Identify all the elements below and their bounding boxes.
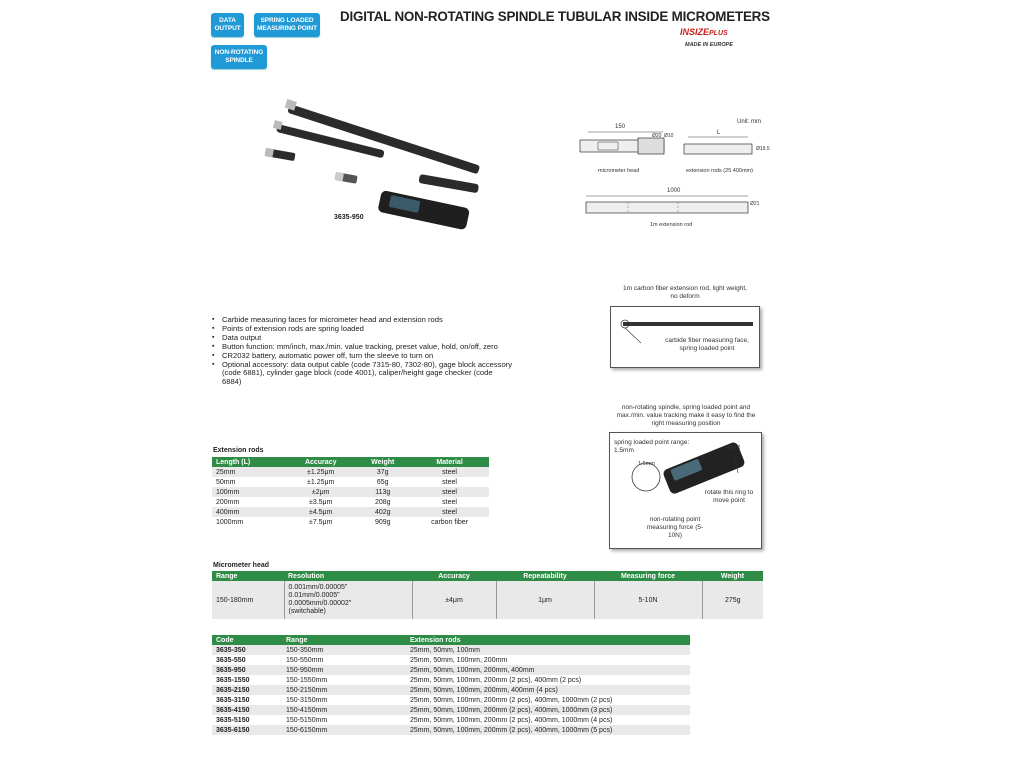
- col-force: Measuring force: [594, 571, 702, 581]
- dia-head: Ø20: [652, 133, 662, 139]
- badge-data-output: DATA OUTPUT: [211, 13, 244, 37]
- col-weight: Weight: [702, 571, 763, 581]
- callout2-nonrot: non-rotating point measuring force (5-10N): [646, 516, 704, 539]
- dim-l: L: [717, 130, 721, 136]
- table-row: 3635-550 150-550mm 25mm, 50mm, 100mm, 200mm: [216, 656, 508, 664]
- badge-spring-loaded: SPRING LOADED MEASURING POINT: [254, 13, 320, 37]
- callout2-point: point: [726, 444, 741, 451]
- feature-list: [212, 316, 512, 387]
- made-in-label: MADE IN EUROPE: [685, 42, 733, 48]
- callout2-rotate: rotate this ring to move point: [704, 489, 754, 504]
- product-photo: [260, 90, 500, 230]
- code-table: [212, 635, 690, 735]
- callout1-box: [610, 306, 760, 368]
- table-row: 25mm ±1.25μm 37g steel: [212, 467, 489, 477]
- head-label: Micrometer head: [213, 562, 270, 569]
- table-row: 3635-3150 150-3150mm 25mm, 50mm, 100mm, 200mm (2 pcs), 400mm, 1000mm (2 pcs): [216, 696, 613, 704]
- feature-item: ▪ Button function: mm/inch, max./min. value tracking, preset value, hold, on/off, zero: [212, 343, 512, 352]
- table-row: 3635-950 150-950mm 25mm, 50mm, 100mm, 200mm, 400mm: [212, 665, 690, 675]
- dia-head2: Ø10: [664, 133, 674, 139]
- brand-name: INSIZE: [680, 27, 710, 37]
- dia-1m: Ø21: [750, 201, 760, 207]
- callout2-range: 1.5mm: [638, 461, 655, 467]
- tiny-rod-image: [335, 172, 358, 184]
- label-1m-rod: 1m extension rod: [650, 222, 693, 228]
- rod-small-image: [418, 174, 479, 193]
- feature-item: ▪ Points of extension rods are spring loaded: [212, 325, 512, 334]
- col-range: Range: [212, 571, 284, 581]
- table-row: 3635-1550 150-1550mm 25mm, 50mm, 100mm, 200mm (2 pcs), 400mm (2 pcs): [216, 676, 582, 684]
- label-extension-rods: extension rods (25 400mm): [686, 168, 753, 174]
- col-material: Material: [410, 457, 489, 467]
- table-row: 3635-6150 150-6150mm 25mm, 50mm, 100mm, 200mm (2 pcs), 400mm, 1000mm (5 pcs): [212, 725, 690, 735]
- brand-logo: [680, 27, 728, 37]
- table-row: 1000mm ±7.5μm 909g carbon fiber: [216, 518, 469, 526]
- col-resolution: Resolution: [284, 571, 412, 581]
- table-row: 3635-5150 150-5150mm 25mm, 50mm, 100mm, 200mm (2 pcs), 400mm, 1000mm (4 pcs): [216, 716, 613, 724]
- table-row: 50mm ±1.25μm 65g steel: [216, 478, 457, 486]
- unit-label: Unit: mm: [737, 119, 761, 125]
- ext-rods-label: Extension rods: [213, 447, 264, 454]
- feature-item: ▪ Data output: [212, 334, 512, 343]
- callout2-box: [609, 432, 762, 549]
- short-rod-image: [265, 148, 296, 161]
- col-range: Range: [282, 635, 406, 645]
- label-micrometer-head: micrometer head: [598, 168, 640, 174]
- callout1-inner: carbide fiber measuring face, spring loaded point: [665, 337, 749, 352]
- feature-item: ▪ Carbide measuring faces for micrometer head and extension rods: [212, 316, 512, 325]
- feature-item: ▪ Optional accessory: data output cable (code 7315-80, 7302-80), gage block accessory (code 6881), cylinder gage block (code 4001), caliper/height gage checker (code 6884): [212, 361, 512, 388]
- table-row: 100mm ±2μm 113g steel: [212, 487, 489, 497]
- table-row: 400mm ±4.5μm 402g steel: [212, 507, 489, 517]
- badge-non-rotating: NON-ROTATING SPINDLE: [211, 45, 267, 69]
- table-row: 3635-2150 150-2150mm 25mm, 50mm, 100mm, 200mm, 400mm (4 pcs): [212, 685, 690, 695]
- feature-item: ▪ CR2032 battery, automatic power off, turn the sleeve to turn on: [212, 352, 512, 361]
- callout2-spring: spring loaded point range: 1.5mm: [614, 439, 690, 454]
- brand-suffix: PLUS: [709, 30, 728, 37]
- col-code: Code: [212, 635, 282, 645]
- ext-rods-table: [212, 457, 489, 527]
- col-accuracy: Accuracy: [412, 571, 496, 581]
- table-row: 150-180mm 0.001mm/0.00005" 0.01mm/0.0005" 0.0005mm/0.00002" (switchable) ±4μm 1μm 5-10N 275g: [212, 581, 763, 619]
- dia-rod: Ø19.5: [756, 146, 770, 152]
- head-table: [212, 571, 763, 619]
- product-code-label: 3635-950: [334, 214, 364, 221]
- callout1-caption: 1m carbon fiber extension rod, light weight, no deform: [623, 285, 747, 300]
- col-repeatability: Repeatability: [496, 571, 594, 581]
- table-row: 3635-350 150-350mm 25mm, 50mm, 100mm: [212, 645, 690, 655]
- col-length: Length (L): [212, 457, 286, 467]
- callout2-caption: non-rotating spindle, spring loaded point and max./min. value tracking make it easy to find the right measuring position: [616, 404, 756, 427]
- dim-1000: 1000: [667, 188, 681, 194]
- table-row: 200mm ±3.5μm 208g steel: [216, 498, 457, 506]
- dim-150: 150: [615, 124, 626, 130]
- table-row: 3635-4150 150-4150mm 25mm, 50mm, 100mm, 200mm (2 pcs), 400mm, 1000mm (3 pcs): [212, 705, 690, 715]
- page-title: DIGITAL NON-ROTATING SPINDLE TUBULAR INSIDE MICROMETERS: [340, 9, 770, 24]
- micrometer-head-image: [377, 190, 470, 230]
- col-accuracy: Accuracy: [286, 457, 355, 467]
- col-extension: Extension rods: [406, 635, 690, 645]
- col-weight: Weight: [355, 457, 410, 467]
